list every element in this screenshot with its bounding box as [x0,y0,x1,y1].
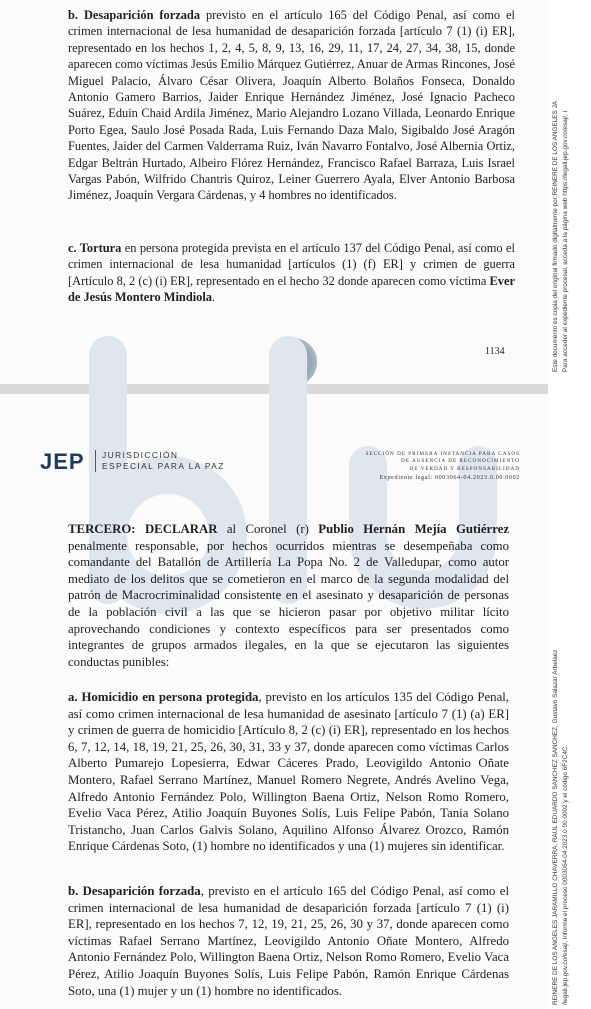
item-b2-label: b. Desaparición forzada [68,884,201,898]
page-gap [0,384,548,394]
section-header [330,451,520,473]
item-b-text: previsto en el artículo 165 del Código Penal, así como el crimen internacional de lesa humanidad de desaparición forzada [artículo 7 (1) (i) ER], representado en los hechos 1, 2, 4, 5, 8, 9, 13, 16, 29, 11, 17, 24, 27, 34, 38, 15, donde aparecen como víctimas Jesús Emilio Márquez Gutiérrez, Anuar de Armas Rincones, José Miguel Palacio, Álvaro César Olivera, Joaquín Alberto Bolaños Fonseca, Donaldo Antonio Gamero Barrios, Jaider Enrique Hernández Jiménez, José Ignacio Pacheco Suárez, Eduin Chaid Ardila Jiménez, Mario Alejandro Lozano Villada, Leonardo Enrique Porto Egea, Saulo José Posada Rada, Luis Fernando Daza Malo, Sigibaldo José Aragón Fuentes, Jaider del Carmen Valderrama Ruiz, Iván Navarro Fontalvo, José Albernia Ortiz, Edgar Beltrán Hurtado, Albeiro Flórez Hernández, Francisco Rafael Barraza, Luis Israel Vargas Pabón, Wilfrido Chantris Quiroz, Leiner Guerrero Ayala, Elver Antonio Barbosa Jiménez, Joaquín Vergara Cárdenas, y 4 hombres no identificados. [68,8,516,203]
section-line-1: SECCIÓN DE PRIMERA INSTANCIA PARA CASOS [365,451,520,457]
item-a-label: a. Homicidio en persona protegida [68,690,259,704]
item-a-homicide-paragraph [68,689,509,855]
jep-logo-text: JEP [40,449,85,474]
expediente-number: Expediente legal: 0003064-04.2023.0.00.0002 [379,474,520,481]
item-c-end: . [212,290,216,305]
section-line-3: DE VERDAD Y RESPONSABILIDAD [409,465,520,472]
item-b2-text: , previsto en el artículo 165 del Código Penal, así como el crimen internacional de lesa humanidad de desaparición forzada [artículo 7 (1) (i) ER], representado en los hechos 7, 12, 19, 21, 25, 26, 30 y 37, donde aparecen como víctimas Rafael Serrano Martínez, Leovigildo Antonio Oñate Montero, Alfredo Antonio Fernández Polo, Willington Baena Ortiz, Nelson Romo Romero, Evelio Vaca Pérez, Atilio Joaquín Buyones Solís, Luis Felipe Pabón, Ramón Enrique Cárdenas Soto, una (1) mujer y un (1) hombre no identificados. [68,884,509,998]
item-c-victim: Ever de Jesús Montero Mindiola [68,273,515,305]
item-a-text: , previsto en los artículos 135 del Código Penal, así como crimen internacional de lesa humanidad de asesinato [artículo 7 (1) (a) ER] y crimen de guerra de homicidio [Artículo 8, 2 (c) (i) ER], representado en los hechos 6, 7, 12, 14, 18, 19, 21, 25, 26, 30, 31, 33 y 37, donde aparecen como víctimas Carlos Alberto Pumarejo Lopesierra, Edwar Cáceres Prado, Leovigildo Antonio Oñate Montero, Rafael Serrano Martínez, Manuel Romero Negrete, Andrés Avelino Vega, Alfredo Antonio Fernández Polo, Willington Baena Ortiz, Nelson Romo Romero, Evelio Vaca Pérez, Atilio Joaquín Buyones Solís, Luis Felipe Pabón, Tania Solano Tristancho, Juan Carlos Galvis Solano, Aquilino Alfonso Álvarez Orozco, Ramón Enrique Cárdenas Soto, (1) hombre no identificados y una (1) mujeres sin identificar. [68,690,510,854]
side-note-bottom-2: /legali.jep.gov.co/esaj/, informe el proceso 0003064-04.2023.0.00.0002 y el código 6F2C4C. [562,744,569,1005]
page-number: 1134 [485,346,505,357]
item-b-label: b. Desaparición forzada [68,8,201,22]
org-line-2: ESPECIAL PARA LA PAZ [102,461,225,471]
tercero-name: Publio Hernán Mejía Gutiérrez [318,522,510,536]
item-c-text: en persona protegida prevista en el artículo 137 del Código Penal, así como el crimen internacional de lesa humanidad [artículos (1) (f) ER] y crimen de guerra [Artículo 8, 2 (c) (i) ER], representado en el hecho 32 donde aparecen como víctima [68,241,515,288]
item-c-torture-paragraph [68,240,515,306]
item-b-disappearance-paragraph-2 [68,883,509,999]
jep-org-name [102,450,225,472]
logo-divider [95,450,96,472]
side-note-bottom-1: REINERE DE LOS ANGELES JARAMILLO CHAVERRA, RAUL EDUARDO SANCHEZ SANCHEZ, Gustavo Salazar Arbelaez [552,649,559,1005]
side-note-top-1: Este documento es copia del original firmado digitalmente por:REINERE DE LOS ANGELES JA [552,100,559,372]
section-line-2: DE AUSENCIA DE RECONOCIMIENTO [401,458,520,465]
tercero-mid: al Coronel (r) [217,522,319,536]
item-c-label: c. Tortura [68,241,122,255]
side-note-top-2: Para acceder al expediente procesal, acceda a la página web https://legali.jep.gov.co/esaj/, i [562,111,569,372]
colombia-seal-icon [269,338,317,386]
jep-logo [40,449,85,475]
item-b-disappearance-paragraph [68,7,515,204]
tercero-text: penalmente responsable, por hechos ocurridos mientras se desempeñaba como comandante del Batallón de Artillería La Popa No. 2 de Valledupar, como autor mediato de los delitos que se cometieron en el marco de la segunda modalidad del patrón de Macrocriminalidad consistente en el asesinato y desaparición de personas de la población civil a las que se hicieron pasar por objetivo militar lícito aprovechando condiciones y contexto específicos para ser presentados como integrantes de grupos armados ilegales, en la que se ejecutaron las siguientes conductas punibles: [68,538,509,669]
document-page-1 [0,0,548,384]
tercero-paragraph [68,521,509,670]
tercero-label: TERCERO: DECLARAR [68,522,218,536]
org-line-1: JURISDICCIÓN [102,450,179,460]
